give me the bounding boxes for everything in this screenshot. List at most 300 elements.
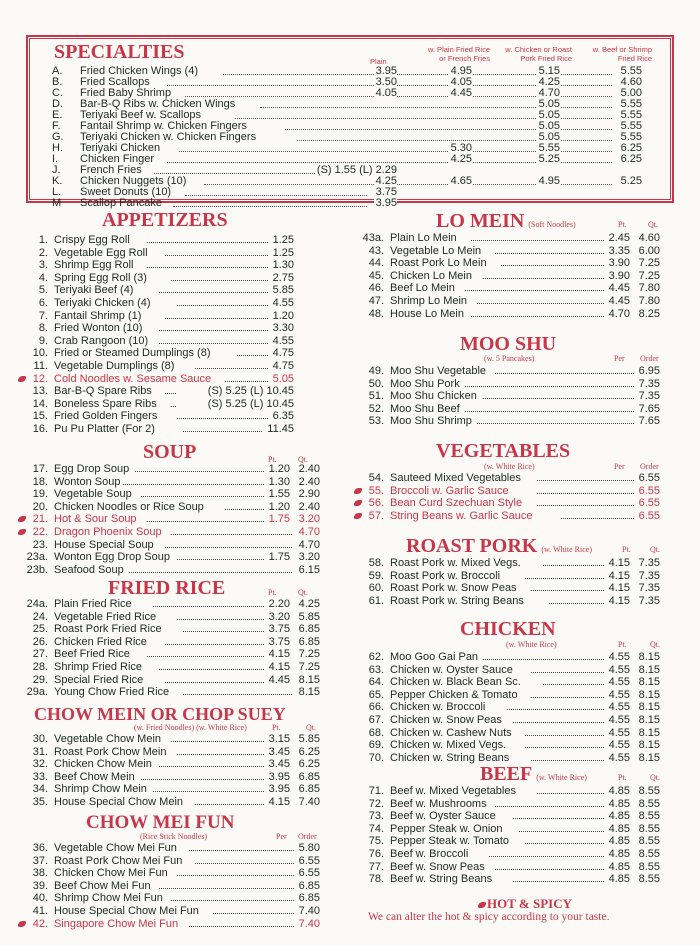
- menu-item-row: [26, 476, 320, 488]
- col-rice-line1: w. Plain Fried Rice: [427, 45, 490, 54]
- specialty-price-beef: 5.55: [620, 109, 642, 121]
- item-number: 48.: [368, 307, 384, 320]
- item-name: Singapore Chow Mei Fun: [54, 917, 179, 930]
- specialty-letter: K.: [52, 175, 63, 187]
- item-name: Boneless Spare Ribs: [54, 397, 157, 410]
- specialty-price-chicken: 4.95: [538, 175, 560, 187]
- item-number: 17.: [32, 463, 48, 475]
- item-price: 7.40: [298, 905, 320, 917]
- item-name: Fried or Steamed Dumplings (8): [54, 347, 211, 360]
- item-price-qt: 8.15: [638, 676, 660, 689]
- item-name: Roast Pork Fried Rice: [54, 623, 162, 636]
- item-price-qt: 4.70: [298, 538, 320, 551]
- specialty-price-beef: 5.55: [620, 65, 642, 77]
- item-price-pt: 4.55: [608, 651, 630, 663]
- specialty-price-chicken: 4.25: [538, 76, 560, 88]
- item-price: 11.45: [267, 423, 294, 435]
- item-name: Crispy Egg Roll: [54, 234, 130, 246]
- item-price-pt: 1.55: [268, 488, 290, 501]
- menu-item-row: [362, 510, 660, 522]
- item-price: (S) 5.25 (L) 10.45: [207, 397, 294, 410]
- menu-item-row: [26, 648, 320, 660]
- item-price: 4.75: [272, 360, 294, 372]
- specialties-box: [26, 35, 674, 209]
- item-price-pt: 4.45: [608, 282, 630, 295]
- leader-dots: [465, 290, 604, 291]
- chicken-col1: Pt.: [618, 640, 627, 649]
- specialty-name: Fried Chicken Wings (4): [80, 65, 198, 77]
- specialty-price-chicken: 5.05: [538, 98, 560, 110]
- specialty-price-beef: 6.25: [620, 153, 642, 165]
- item-name: String Beans w. Garlic Sauce: [390, 509, 533, 522]
- item-price: 4.75: [272, 347, 294, 360]
- leader-dots: [513, 881, 604, 882]
- menu-item-row: [26, 674, 320, 686]
- item-price-pt: 4.15: [608, 582, 630, 595]
- menu-item-row: [362, 415, 660, 427]
- item-price-qt: 8.15: [638, 751, 660, 764]
- leader-dots: [165, 644, 264, 645]
- item-number: 29.: [32, 673, 48, 686]
- specialty-letter: I.: [52, 153, 59, 165]
- item-number: 47.: [368, 295, 384, 307]
- leader-dots: [123, 484, 264, 485]
- leader-dots: [177, 305, 268, 306]
- specialty-price-plain: 4.25: [375, 175, 397, 187]
- item-price-qt: 7.25: [638, 257, 660, 270]
- menu-item-row: [362, 257, 660, 269]
- item-number: 59.: [368, 569, 384, 582]
- leader-dots: [297, 132, 612, 141]
- pepper-icon: [354, 488, 362, 494]
- item-name: Bean Curd Szechuan Style: [390, 497, 523, 510]
- item-name: Roast Pork w. String Beans: [390, 594, 524, 607]
- item-name: Roast Pork w. Broccoli: [390, 569, 501, 582]
- item-price-qt: 7.35: [638, 582, 660, 595]
- item-name: Beef Chow Mein: [54, 770, 135, 783]
- menu-item-row: [362, 823, 660, 835]
- item-number: 14.: [32, 397, 48, 410]
- menu-item-row: [26, 686, 320, 698]
- hot-spicy-legend: [478, 896, 572, 912]
- item-price-qt: 8.15: [298, 673, 320, 686]
- menu-item-row: [26, 733, 320, 745]
- item-price: 1.20: [272, 309, 294, 322]
- leader-dots: [501, 265, 604, 266]
- item-name: Roast Pork Chow Mein: [54, 745, 167, 758]
- specialty-name: Fantail Shrimp w. Chicken Fingers: [80, 120, 247, 132]
- leader-dots: [173, 198, 367, 207]
- leader-dots: [525, 843, 604, 844]
- item-name: Chicken Chow Mein: [54, 758, 152, 771]
- specialty-price-beef: 5.55: [620, 131, 642, 143]
- section-subtitle: (w. White Rice): [536, 773, 587, 782]
- item-price-qt: 8.55: [638, 860, 660, 873]
- item-name: Shrimp Chow Mein: [54, 783, 147, 796]
- item-number: 16.: [32, 423, 48, 435]
- item-name: Chicken w. Cashew Nuts: [390, 726, 512, 739]
- leader-dots: [237, 355, 268, 356]
- item-number: 9.: [38, 334, 48, 347]
- specialty-row: [52, 198, 666, 209]
- leader-dots: [177, 754, 264, 755]
- leader-dots: [147, 656, 264, 657]
- menu-item-row: [26, 247, 294, 259]
- leader-dots: [159, 766, 264, 767]
- leader-dots: [153, 791, 264, 792]
- chicken-subtitle: (w. White Rice): [506, 640, 557, 649]
- menu-item-row: [26, 501, 320, 513]
- specialty-price-plain: 3.75: [375, 186, 397, 198]
- menu-item-row: [26, 783, 320, 795]
- menu-item-row: [26, 360, 294, 372]
- item-price-pt: 4.15: [608, 557, 630, 569]
- menu-item-row: [362, 595, 660, 607]
- lo_mein-title: [436, 210, 576, 233]
- item-number: 11.: [33, 360, 48, 372]
- menu-item-row: [362, 810, 660, 822]
- item-number: 40.: [32, 892, 48, 905]
- item-price-qt: 8.55: [638, 810, 660, 823]
- vegetables-col1: Per: [614, 462, 625, 471]
- item-name: House Lo Mein: [390, 307, 464, 320]
- item-number: 8.: [38, 322, 48, 335]
- leader-dots: [543, 684, 604, 685]
- item-number: 68.: [368, 726, 384, 739]
- item-number: 35.: [32, 796, 48, 808]
- item-price-pt: 4.85: [608, 873, 630, 886]
- specialty-name: Fried Baby Shrimp: [80, 87, 172, 99]
- item-number: 15.: [32, 410, 48, 423]
- specialty-price-plain: 4.05: [375, 87, 397, 99]
- item-number: 65.: [368, 688, 384, 701]
- item-name: Seafood Soup: [54, 563, 124, 576]
- item-name: Fried Wonton (10): [54, 322, 143, 335]
- menu-item-row: [362, 727, 660, 739]
- leader-dots: [483, 398, 634, 399]
- leader-dots: [159, 888, 294, 889]
- menu-item-row: [26, 272, 294, 284]
- chow_mein-subtitle: (w. Fried Noodles) (w. White Rice): [134, 723, 247, 732]
- item-price-pt: 1.75: [268, 551, 290, 564]
- specialty-price-plain: 3.95: [375, 65, 397, 77]
- menu-item-row: [26, 259, 294, 271]
- leader-dots: [189, 850, 294, 851]
- item-price: 6.55: [298, 867, 320, 880]
- menu-item-row: [26, 463, 320, 475]
- fried_rice-title: [108, 577, 225, 600]
- pepper-icon: [478, 902, 486, 908]
- item-name: Beef w. Oyster Sauce: [390, 810, 496, 823]
- item-number: 46.: [368, 282, 384, 295]
- item-number: 34.: [32, 783, 48, 796]
- pepper-icon: [354, 500, 362, 506]
- item-price: 1.30: [272, 259, 294, 272]
- item-number: 7.: [38, 309, 48, 322]
- item-name: Moo Shu Shrimp: [390, 415, 472, 428]
- item-price: 3.30: [272, 322, 294, 335]
- item-name: Bar-B-Q Spare Ribs: [54, 385, 152, 398]
- item-price-qt: 7.25: [638, 269, 660, 282]
- item-price-pt: 4.55: [608, 714, 630, 726]
- item-name: Broccoli w. Garlic Sauce: [390, 484, 509, 497]
- item-name: Pepper Steak w. Onion: [390, 822, 503, 835]
- menu-item-row: [26, 398, 294, 410]
- item-number: 56.: [368, 497, 384, 510]
- leader-dots: [165, 682, 264, 683]
- leader-dots: [135, 471, 264, 472]
- item-price: 6.55: [298, 854, 320, 867]
- leader-dots: [225, 509, 264, 510]
- item-price: 6.55: [638, 509, 660, 522]
- pepper-icon: [18, 376, 26, 382]
- item-price-qt: 8.15: [638, 739, 660, 752]
- leader-dots: [489, 856, 604, 857]
- item-name: Beef w. Mushrooms: [390, 797, 487, 810]
- menu-item-row: [26, 234, 294, 246]
- menu-item-row: [26, 855, 320, 867]
- menu-item-row: [26, 526, 320, 538]
- leader-dots: [525, 735, 604, 736]
- leader-dots: [141, 496, 264, 497]
- item-number: 29a.: [26, 686, 48, 699]
- item-name: Vegetable Dumplings (8): [54, 360, 175, 372]
- specialty-name: Fried Scallops: [80, 76, 150, 88]
- specialty-price-rice: 5.30: [450, 142, 472, 154]
- leader-dots: [147, 521, 264, 522]
- menu-item-row: [362, 873, 660, 885]
- roast_pork-col1: Pt.: [622, 545, 631, 554]
- item-number: 73.: [368, 810, 384, 823]
- moo_shu-col2: Order: [640, 354, 659, 363]
- beef-col1: Pt.: [618, 773, 627, 782]
- item-number: 75.: [368, 835, 384, 848]
- item-number: 30.: [32, 733, 48, 745]
- item-number: 54.: [368, 472, 384, 484]
- item-price-qt: 4.60: [638, 232, 660, 244]
- item-price-qt: 7.80: [638, 282, 660, 295]
- menu-item-row: [362, 848, 660, 860]
- leader-dots: [153, 606, 264, 607]
- roast_pork-title: [406, 535, 592, 558]
- item-price-qt: 2.40: [298, 463, 320, 475]
- leader-dots: [537, 793, 604, 794]
- leader-dots: [483, 659, 604, 660]
- item-number: 42.: [32, 917, 48, 930]
- item-price-pt: 3.90: [608, 269, 630, 282]
- menu-item-row: [26, 284, 294, 296]
- pepper-icon: [354, 513, 362, 519]
- specialty-name: Bar-B-Q Ribs w. Chicken Wings: [80, 98, 236, 110]
- lo_mein-col1: Pt.: [618, 220, 627, 229]
- soup-title: [143, 441, 196, 464]
- item-number: 26.: [32, 635, 48, 648]
- moo_shu-subtitle: (w. 5 Pancakes): [484, 354, 535, 363]
- item-price-pt: 4.15: [268, 648, 290, 661]
- col-plain: Plain: [370, 57, 387, 66]
- item-price-pt: 4.15: [268, 661, 290, 673]
- item-number: 18.: [32, 475, 48, 488]
- soup-col1: Pt.: [268, 455, 277, 464]
- item-price-pt: 4.55: [608, 701, 630, 714]
- section-title-text: MOO SHU: [460, 333, 557, 355]
- specialty-name: Teriyaki Chicken w. Chicken Fingers: [80, 131, 257, 143]
- menu-item-row: [26, 892, 320, 904]
- item-number: 23b.: [26, 563, 48, 576]
- item-name: Beef Fried Rice: [54, 648, 130, 661]
- item-price-qt: 7.35: [638, 569, 660, 582]
- menu-item-row: [362, 472, 660, 484]
- specialty-price-chicken: 5.05: [538, 120, 560, 132]
- item-number: 4.: [38, 271, 48, 284]
- leader-dots: [213, 913, 294, 914]
- item-number: 77.: [368, 860, 384, 873]
- item-price: 6.95: [638, 365, 660, 377]
- item-name: Roast Pork Lo Mein: [390, 257, 487, 270]
- chow_mei_fun-title: [86, 812, 234, 834]
- item-price-qt: 8.15: [638, 663, 660, 676]
- item-name: Beef w. String Beans: [390, 873, 493, 886]
- item-number: 2.: [38, 246, 48, 259]
- menu-item-row: [362, 245, 660, 257]
- section-subtitle: (Soft Noodles): [528, 220, 576, 229]
- pepper-icon: [18, 921, 26, 927]
- section-title-text: LO MEIN: [436, 210, 525, 232]
- specialty-name: Chicken Finger: [80, 153, 154, 165]
- leader-dots: [507, 709, 604, 710]
- col-beef: [582, 45, 652, 63]
- item-price-pt: 1.20: [268, 500, 290, 513]
- item-name: House Special Soup: [54, 538, 154, 551]
- specialty-price-rice: 4.65: [450, 175, 472, 187]
- leader-dots: [183, 694, 292, 695]
- leader-dots: [165, 547, 292, 548]
- menu-item-row: [362, 378, 660, 390]
- leader-dots: [483, 278, 604, 279]
- item-number: 36.: [32, 842, 48, 854]
- leader-dots: [165, 393, 176, 394]
- section-title-text: BEEF: [480, 763, 533, 785]
- item-name: Plain Fried Rice: [54, 598, 132, 610]
- item-price-pt: 3.45: [268, 758, 290, 771]
- item-price-pt: 4.85: [608, 797, 630, 810]
- item-name: Roast Pork w. Snow Peas: [390, 582, 517, 595]
- item-name: Beef w. Broccoli: [390, 848, 469, 860]
- item-price-pt: 3.95: [268, 770, 290, 783]
- item-number: 27.: [32, 648, 48, 661]
- item-price-qt: 2.90: [298, 488, 320, 501]
- item-price-pt: 4.85: [608, 860, 630, 873]
- menu-item-row: [26, 842, 320, 854]
- item-name: Chicken w. String Beans: [390, 751, 510, 764]
- leader-dots: [171, 741, 264, 742]
- leader-dots: [177, 875, 294, 876]
- item-number: 28.: [32, 661, 48, 673]
- specialty-name: Teriyaki Chicken: [80, 142, 161, 154]
- item-price-qt: 7.25: [298, 648, 320, 661]
- col-beef-line1: w. Beef or Shrimp: [592, 45, 652, 54]
- item-name: Sauteed Mixed Vegetables: [390, 472, 521, 484]
- chow_mei_fun-col1: Per: [276, 832, 287, 841]
- specialty-price-beef: 6.25: [620, 142, 642, 154]
- leader-dots: [519, 831, 604, 832]
- item-name: Teriyaki Chicken (4): [54, 297, 151, 309]
- item-price: 5.05: [272, 372, 294, 385]
- chow_mein-title: [34, 704, 286, 725]
- item-name: Young Chow Fried Rice: [54, 686, 170, 699]
- item-number: 32.: [32, 758, 48, 771]
- menu-item-row: [26, 488, 320, 500]
- section-title-text: ROAST PORK: [406, 535, 538, 557]
- menu-item-row: [362, 651, 660, 663]
- vegetables-subtitle: (w. White Rice): [484, 462, 535, 471]
- item-name: Chicken Fried Rice: [54, 635, 147, 648]
- item-name: Shrimp Chow Mei Fun: [54, 892, 163, 905]
- col-chicken: [500, 45, 572, 63]
- item-number: 39.: [32, 879, 48, 892]
- item-number: 45.: [368, 269, 384, 282]
- item-price: 7.35: [638, 377, 660, 390]
- item-price-qt: 3.20: [298, 551, 320, 564]
- leader-dots: [531, 760, 604, 761]
- menu-item-row: [26, 310, 294, 322]
- menu-item-row: [362, 270, 660, 282]
- item-price-pt: 4.45: [268, 673, 290, 686]
- leader-dots: [477, 303, 604, 304]
- item-number: 10.: [32, 347, 48, 360]
- item-number: 3.: [38, 259, 48, 272]
- item-number: 69.: [368, 739, 384, 752]
- col-rice: [410, 45, 490, 63]
- item-number: 64.: [368, 676, 384, 689]
- leader-dots: [495, 869, 604, 870]
- leader-dots: [495, 806, 604, 807]
- menu-item-row: [26, 410, 294, 422]
- item-price-qt: 8.55: [638, 785, 660, 797]
- leader-dots: [465, 386, 634, 387]
- item-name: Fantail Shrimp (1): [54, 309, 142, 322]
- menu-item-row: [362, 739, 660, 751]
- section-title-text: SOUP: [143, 441, 197, 463]
- specialty-price-rice: 4.25: [450, 153, 472, 165]
- leader-dots: [141, 779, 264, 780]
- item-price-qt: 6.85: [298, 623, 320, 636]
- leader-dots: [549, 603, 604, 604]
- specialty-price-chicken: 5.05: [538, 109, 560, 121]
- item-name: Cold Noodles w. Sesame Sauce: [54, 372, 212, 385]
- menu-item-row: [26, 322, 294, 334]
- section-title-text: CHOW MEI FUN: [86, 812, 235, 833]
- item-number: 19.: [32, 488, 48, 501]
- item-number: 23a.: [26, 551, 48, 564]
- item-price-pt: 4.85: [608, 785, 630, 797]
- leader-dots: [513, 722, 604, 723]
- specialty-letter: H.: [52, 142, 63, 154]
- item-price-pt: 4.85: [608, 822, 630, 835]
- specialty-name: Teriyaki Beef w. Scallops: [80, 109, 202, 121]
- item-price-qt: 8.55: [638, 797, 660, 810]
- leader-dots: [183, 631, 264, 632]
- leader-dots: [465, 411, 634, 412]
- leader-dots: [189, 926, 294, 927]
- item-name: Chicken w. Oyster Sauce: [390, 663, 513, 676]
- item-number: 6.: [38, 297, 48, 309]
- item-name: Spring Egg Roll (3): [54, 271, 147, 284]
- item-price: 1.25: [272, 234, 294, 246]
- specialty-price-chicken: 5.05: [538, 131, 560, 143]
- item-name: Chicken Lo Mein: [390, 269, 472, 282]
- item-number: 66.: [368, 701, 384, 714]
